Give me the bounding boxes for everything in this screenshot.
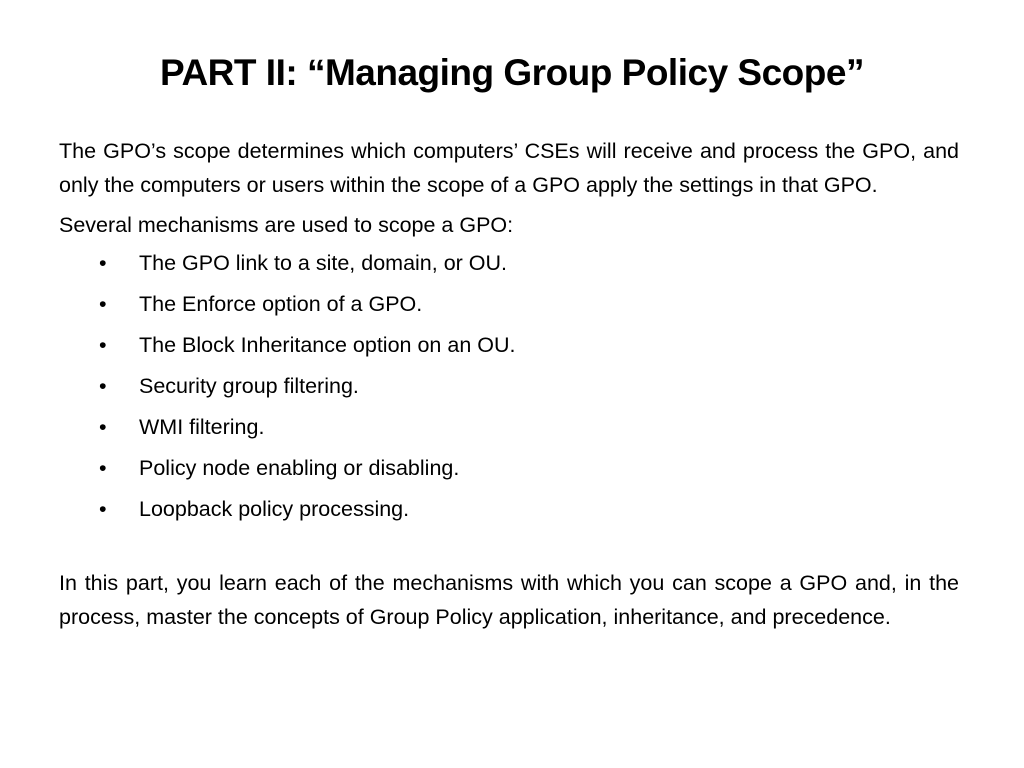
mechanisms-lead-in: Several mechanisms are used to scope a GPO: [59, 213, 514, 237]
bullet-icon: • [99, 292, 107, 316]
bullet-icon: • [99, 415, 107, 439]
list-item-text: The Enforce option of a GPO. [139, 292, 423, 316]
slide-body [59, 134, 959, 634]
closing-paragraph: In this part, you learn each of the mechanisms with which you can scope a GPO and, in the process, master the concepts of Group Policy application, inheritance, and precedence. [59, 571, 959, 629]
bullet-icon: • [99, 374, 107, 398]
list-item-text: The Block Inheritance option on an OU. [139, 333, 516, 357]
bullet-icon: • [99, 497, 107, 521]
list-item-text: WMI filtering. [139, 415, 265, 439]
list-item [59, 328, 959, 369]
list-item-text: Loopback policy processing. [139, 497, 410, 521]
list-item-text: Policy node enabling or disabling. [139, 456, 460, 480]
list-item-text: Security group filtering. [139, 374, 359, 398]
bullet-icon: • [99, 456, 107, 480]
bullet-icon: • [99, 251, 107, 275]
list-item [59, 451, 959, 492]
intro-paragraph: The GPO’s scope determines which computers’ CSEs will receive and process the GPO, and only the computers or users within the scope of a GPO apply the settings in that GPO. [59, 139, 959, 197]
bullet-icon: • [99, 333, 107, 357]
list-item [59, 246, 959, 287]
list-item [59, 410, 959, 451]
list-item [59, 369, 959, 410]
slide-title: PART II: “Managing Group Policy Scope” [160, 52, 864, 93]
list-item [59, 492, 959, 533]
list-item [59, 287, 959, 328]
list-item-text: The GPO link to a site, domain, or OU. [139, 251, 508, 275]
mechanism-list [59, 246, 959, 533]
